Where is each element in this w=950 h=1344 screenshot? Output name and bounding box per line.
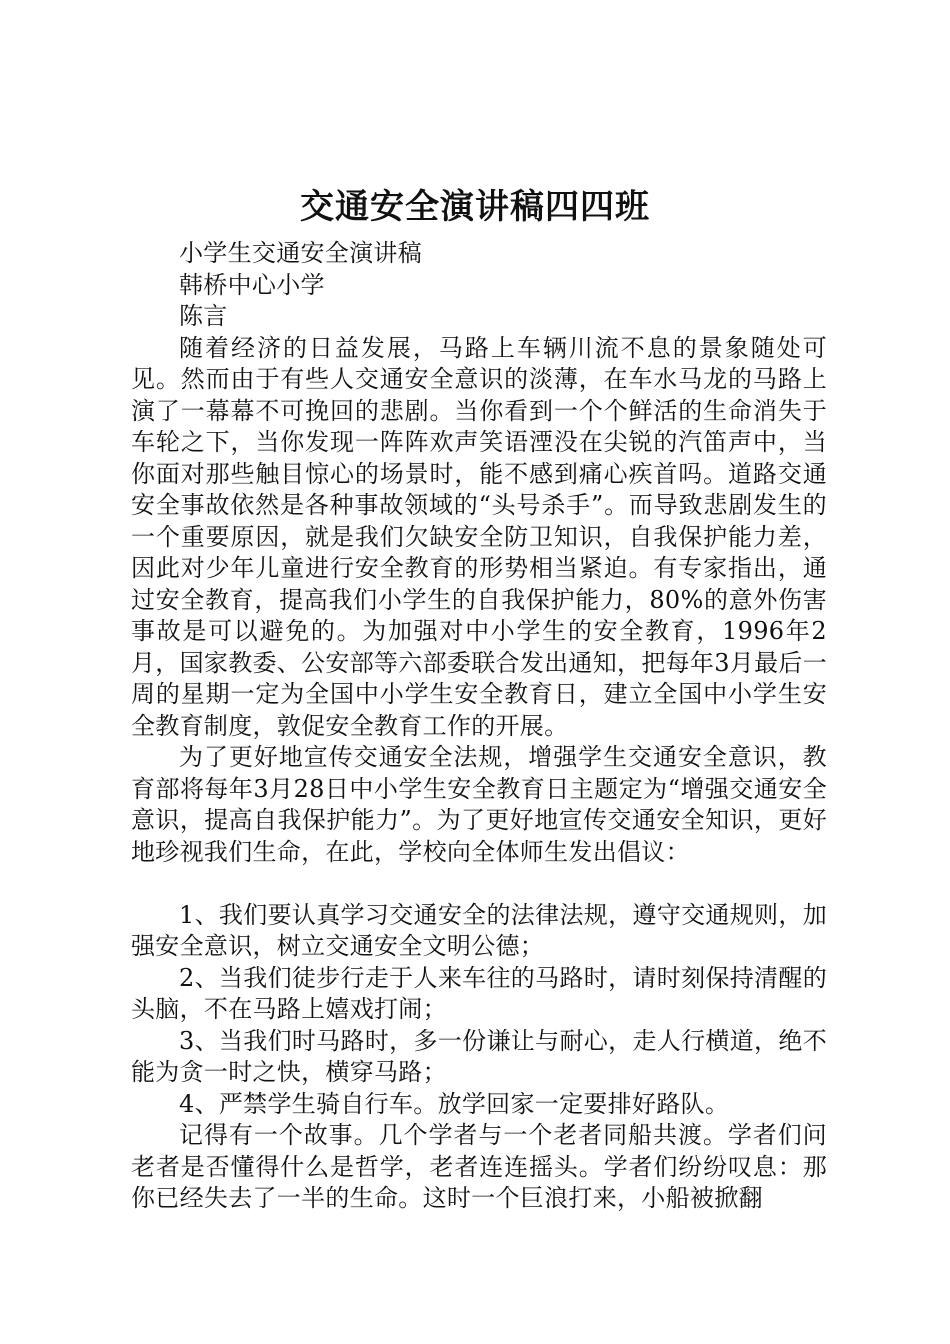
document-body bbox=[131, 238, 827, 1215]
heading-line-speech-title: 小学生交通安全演讲稿 bbox=[179, 239, 422, 267]
paragraph-intro: 随着经济的日益发展，马路上车辆川流不息的景象随处可见。然而由于有些人交通安全意识的淡薄，在车水马龙的马路上演了一幕幕不可挽回的悲剧。当你看到一个个鲜活的生命消失于车轮之下，当你发现一阵阵欢声笑语湮没在尖锐的汽笛声中，当你面对那些触目惊心的场景时，能不感到痛心疾首吗。道路交通安全事故依然是各种事故领域的“头号杀手”。而导致悲剧发生的一个重要原因，就是我们欠缺安全防卫知识，自我保护能力差，因此对少年儿童进行安全教育的形势相当紧迫。有专家指出，通过安全教育，提高我们小学生的自我保护能力，80%的意外伤害事故是可以避免的。为加强对中小学生的安全教育，1996年2月，国家教委、公安部等六部委联合发出通知，把每年3月最后一周的星期一定为全国中小学生安全教育日，建立全国中小学生安全教育制度，敦促安全教育工作的开展。 bbox=[131, 333, 827, 740]
blank-line bbox=[131, 868, 827, 900]
heading-line-author: 陈言 bbox=[179, 302, 228, 330]
list-item-1: 1、我们要认真学习交通安全的法律法规，遵守交通规则，加强安全意识，树立交通安全文明公德； bbox=[131, 900, 827, 960]
list-item-4: 4、严禁学生骑自行车。放学回家一定要排好路队。 bbox=[179, 1089, 730, 1118]
list-item-2: 2、当我们徒步行走于人来车往的马路时，请时刻保持清醒的头脑，不在马路上嬉戏打闹； bbox=[131, 963, 827, 1023]
heading-line-school: 韩桥中心小学 bbox=[179, 270, 325, 299]
paragraph-story: 记得有一个故事。几个学者与一个老者同船共渡。学者们问老者是否懂得什么是哲学，老者连连摇头。学者们纷纷叹息：那你已经失去了一半的生命。这时一个巨浪打来，小船被掀翻 bbox=[131, 1121, 827, 1212]
list-item-3: 3、当我们时马路时，多一份谦让与耐心，走人行横道，绝不能为贪一时之快，横穿马路； bbox=[131, 1026, 827, 1086]
document-title: 交通安全演讲稿四四班 bbox=[300, 187, 650, 227]
paragraph-proposal: 为了更好地宣传交通安全法规，增强学生交通安全意识，教育部将每年3月28日中小学生安全教育日主题定为“增强交通安全意识，提高自我保护能力”。为了更好地宣传交通安全知识，更好地珍视我们生命，在此，学校向全体师生发出倡议： bbox=[131, 743, 827, 866]
